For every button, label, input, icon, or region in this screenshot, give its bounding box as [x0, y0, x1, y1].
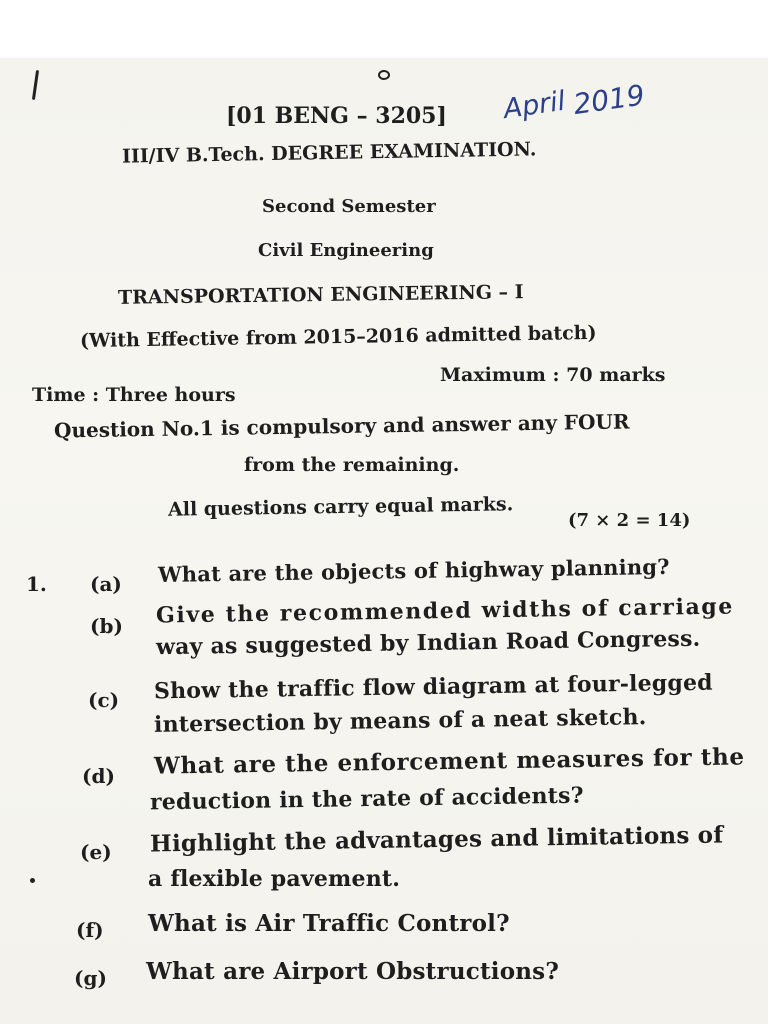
- part-d-line-2: reduction in the rate of accidents?: [149, 782, 584, 816]
- top-white-strip: [0, 0, 768, 58]
- exam-duration: Time : Three hours: [32, 384, 236, 406]
- marks-scheme: (7 × 2 = 14): [568, 510, 691, 531]
- part-label-b: (b): [90, 614, 123, 638]
- exam-paper-page: [0, 58, 768, 1024]
- part-g-line-1: What are Airport Obstructions?: [146, 958, 560, 985]
- pen-mark: [378, 70, 390, 80]
- part-e-line-1: Highlight the advantages and limitations of: [149, 821, 724, 858]
- maximum-marks: Maximum : 70 marks: [440, 364, 666, 386]
- pen-mark: [32, 70, 39, 100]
- part-f-line-1: What is Air Traffic Control?: [148, 910, 510, 937]
- part-e-line-2: a flexible pavement.: [148, 866, 401, 892]
- branch: Civil Engineering: [258, 240, 434, 261]
- part-label-f: (f): [76, 918, 104, 942]
- instruction-line-1: Question No.1 is compulsory and answer any FOUR: [53, 409, 630, 443]
- instruction-line-3: All questions carry equal marks.: [167, 493, 514, 521]
- part-c-line-1: Show the traffic flow diagram at four-legged: [153, 669, 713, 705]
- part-label-g: (g): [74, 966, 107, 990]
- part-label-c: (c): [88, 688, 120, 712]
- exam-title: III/IV B.Tech. DEGREE EXAMINATION.: [121, 138, 537, 168]
- batch-note: (With Effective from 2015–2016 admitted batch): [79, 321, 597, 353]
- part-c-line-2: intersection by means of a neat sketch.: [153, 704, 647, 738]
- part-label-e: (e): [80, 840, 112, 864]
- part-b-line-1: Give the recommended widths of carriage: [155, 593, 735, 629]
- margin-speck: [30, 878, 35, 883]
- semester: Second Semester: [262, 196, 436, 217]
- instruction-line-2: from the remaining.: [244, 454, 460, 476]
- part-label-d: (d): [82, 764, 115, 788]
- part-label-a: (a): [90, 572, 122, 596]
- part-d-line-1: What are the enforcement measures for the: [153, 743, 745, 780]
- part-a-line-1: What are the objects of highway planning?: [157, 553, 670, 588]
- question-number: 1.: [26, 572, 47, 596]
- subject-title: TRANSPORTATION ENGINEERING – I: [117, 281, 524, 309]
- paper-code: [01 BENG – 3205]: [226, 103, 447, 129]
- handwritten-year: 2019: [571, 78, 647, 121]
- part-b-line-2: way as suggested by Indian Road Congress.: [155, 625, 701, 661]
- handwritten-month: April: [501, 85, 568, 125]
